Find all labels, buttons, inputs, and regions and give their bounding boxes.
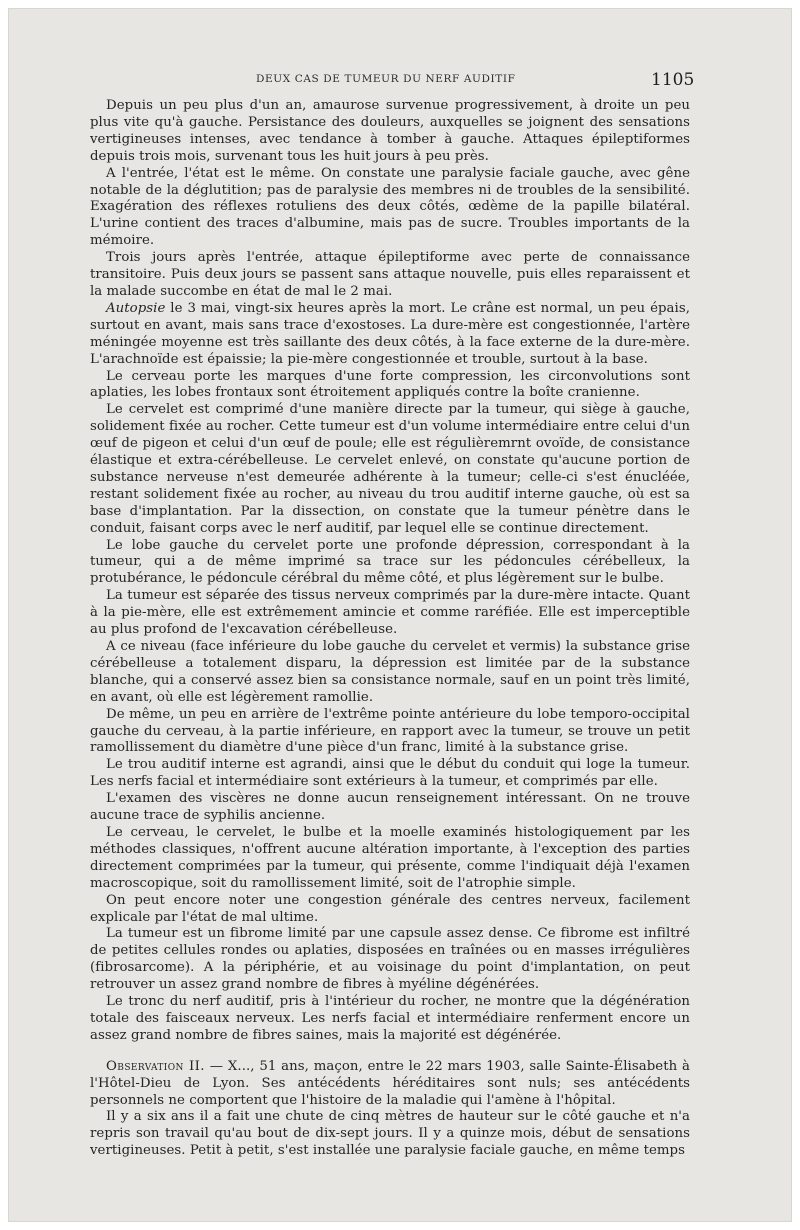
paragraph-evolution: Trois jours après l'entrée, attaque épileptiforme avec perte de connaissance transitoire. Puis deux jours se passent sans attaque nouvelle, puis elles reparaissent et la malade succombe en état de mal le 2 mai.	[90, 250, 690, 299]
paragraph-nerve-trunk: Le tronc du nerf auditif, pris à l'intérieur du rocher, ne montre que la dégénération totale des faisceaux nerveux. Les nerfs facial et intermédiaire renferment encore un assez grand nombre de fibres saines, mais la majorité est dégénérée.	[90, 994, 690, 1043]
paragraph-brain: Le cerveau porte les marques d'une forte compression, les circonvolutions sont aplaties, les lobes frontaux sont étroitement appliqués contre la boîte cranienne.	[90, 368, 690, 401]
page-header	[8, 70, 792, 92]
paragraph-dura: La tumeur est séparée des tissus nerveux comprimés par la dure-mère intacte. Quant à la pie-mère, elle est extrêmement amincie et comme raréfiée. Elle est imperceptible au plus profond de l'excavation cérébelleuse.	[90, 588, 690, 638]
paragraph-autopsy	[90, 301, 690, 369]
book-page	[8, 8, 792, 1222]
page-number: 1105	[651, 70, 695, 90]
paragraph-grey-matter: A ce niveau (face inférieure du lobe gauche du cervelet et vermis) la substance grise cérébelleuse a totalement disparu, la dépression est limitée par de la substance blanche, qui a conservé assez bien sa consistance normale, sauf en un point très limité, en avant, où elle est légèrement ramollie.	[90, 639, 690, 705]
paragraph-temporal-lobe: De même, un peu en arrière de l'extrême pointe antérieure du lobe temporo-occipital gauche du cerveau, à la partie inférieure, en rapport avec la tumeur, se trouve un petit ramollissement du diamètre d'une pièce d'un franc, limité à la substance grise.	[90, 706, 690, 756]
paragraph-tumour-nature: La tumeur est un fibrome limité par une capsule assez dense. Ce fibrome est infiltré de petites cellules rondes ou aplaties, disposées en traînées ou en masses irrégulières (fibrosarcome). A la périphérie, et au voisinage du point d'implantation, on peut retrouver un assez grand nombre de fibres à myéline dégénérées.	[90, 926, 690, 993]
autopsy-lead: Autopsie	[106, 300, 166, 316]
paragraph-congestion: On peut encore noter une congestion générale des centres nerveux, facilement explicale par l'état de mal ultime.	[90, 892, 690, 925]
autopsy-text: le 3 mai, vingt-six heures après la mort. Le crâne est normal, un peu épais, surtout en avant, mais sans trace d'exostoses. La dure-mère est congestionnée, l'artère méningée moyenne est très saillante des deux côtés, à la face externe de la dure-mère. L'arachnoïde est épaissie; la pie-mère congestionnée et trouble, surtout à la base.	[90, 300, 690, 367]
observation-2-text: — X..., 51 ans, maçon, entre le 22 mars 1903, salle Sainte-Élisabeth à l'Hôtel-Dieu de Lyon. Ses antécédents héréditaires sont nuls; ses antécédents personnels ne comportent que l'histoire de la maladie qui l'amène à l'hôpital.	[90, 1058, 690, 1108]
paragraph-observation-2	[90, 1059, 690, 1110]
paragraph-cerebellum: Le cervelet est comprimé d'une manière directe par la tumeur, qui siège à gauche, solidement fixée au rocher. Cette tumeur est d'un volume intermédiaire entre celui d'un œuf de pigeon et celui d'un œuf de poule; elle est régulièremrnt ovoïde, de consistance élastique et extra-cérébelleuse. Le cervelet enlevé, on constate qu'aucune portion de substance nerveuse n'est demeurée adhérente à la tumeur; celle-ci s'est énucléée, restant solidement fixée au rocher, au niveau du trou auditif interne gauche, où est sa base d'implantation. Par la dissection, on constate que la tumeur pénètre dans le conduit, faisant corps avec le nerf auditif, par lequel elle se continue directement.	[90, 402, 690, 536]
paragraph-history: Depuis un peu plus d'un an, amaurose survenue progressivement, à droite un peu plus vite qu'à gauche. Persistance des douleurs, auxquelles se joignent des sensations vertigineuses intenses, avec tendance à tomber à gauche. Attaques épileptiformes depuis trois mois, survenant tous les huit jours à peu près.	[90, 98, 690, 164]
running-title: DEUX CAS DE TUMEUR DU NERF AUDITIF	[256, 73, 516, 85]
paragraph-fall-history: Il y a six ans il a fait une chute de cinq mètres de hauteur sur le côté gauche et n'a repris son travail qu'au bout de dix-sept jours. Il y a quinze mois, début de sensations vertigineuses. Petit à petit, s'est installée une paralysie faciale gauche, en même temps	[90, 1109, 690, 1159]
paragraph-viscera: L'examen des viscères ne donne aucun renseignement intéressant. On ne trouve aucune trace de syphilis ancienne.	[90, 791, 690, 824]
body-text	[90, 98, 690, 1160]
paragraph-histology: Le cerveau, le cervelet, le bulbe et la moelle examinés histologiquement par les méthodes classiques, n'offrent aucune altération importante, à l'exception des parties directement comprimées par la tumeur, qui présente, comme l'indiquait déjà l'examen macroscopique, soit du ramollissement limité, soit de l'atrophie simple.	[90, 824, 690, 891]
paragraph-left-lobe: Le lobe gauche du cervelet porte une profonde dépression, correspondant à la tumeur, qui a de même imprimé sa trace sur les pédoncules cérébelleux, la protubérance, le pédoncule cérébral du même côté, et plus légèrement sur le bulbe.	[90, 537, 690, 587]
paragraph-auditory-canal: Le trou auditif interne est agrandi, ainsi que le début du conduit qui loge la tumeur. Les nerfs facial et intermédiaire sont extérieurs à la tumeur, et comprimés par elle.	[90, 757, 690, 790]
observation-2-lead: Observation II.	[106, 1058, 205, 1074]
paragraph-admission: A l'entrée, l'état est le même. On constate une paralysie faciale gauche, avec gêne notable de la déglutition; pas de paralysie des membres ni de troubles de la sensibilité. Exagération des réflexes rotuliens des deux côtés, œdème de la papille bilatéral. L'urine contient des traces d'albumine, mais pas de sucre. Troubles importants de la mémoire.	[90, 165, 690, 249]
